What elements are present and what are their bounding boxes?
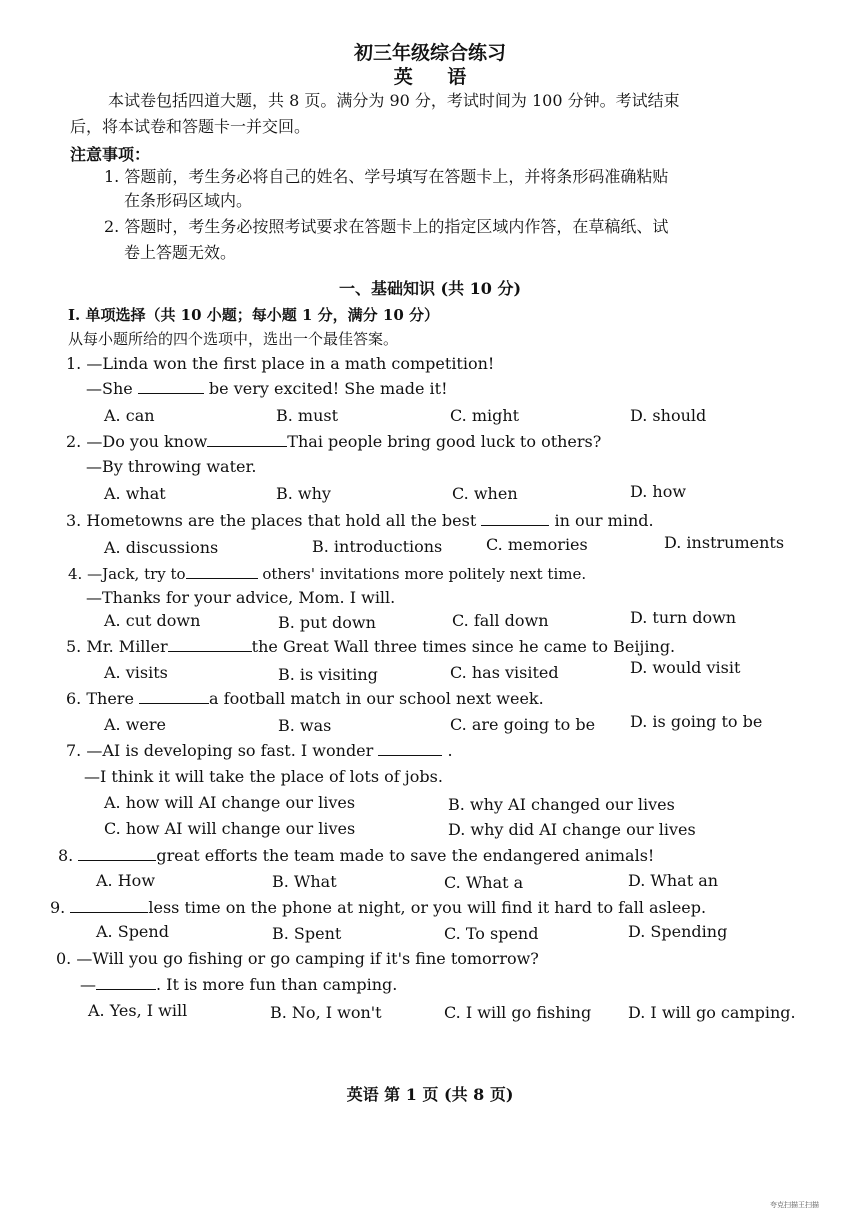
question-5: 5. Mr. Miller the Great Wall three times since he came to Beijing. bbox=[66, 637, 676, 656]
answer-blank bbox=[378, 741, 442, 756]
answer-blank bbox=[207, 432, 287, 447]
q8-option-c: C. What a bbox=[444, 873, 524, 892]
intro-line-1: 本试卷包括四道大题，共 8 页。满分为 90 分，考试时间为 100 分钟。考试结束 bbox=[108, 91, 680, 110]
question-3: 3. Hometowns are the places that hold all the best in our mind. bbox=[66, 511, 654, 530]
q2-option-c: C. when bbox=[452, 484, 518, 503]
q5-option-a: A. visits bbox=[104, 663, 168, 682]
question-2: 2. —Do you know Thai people bring good luck to others? bbox=[66, 432, 602, 451]
q6-option-d: D. is going to be bbox=[630, 712, 763, 731]
exam-title: 初三年级综合练习 bbox=[353, 42, 506, 64]
q1-option-b: B. must bbox=[276, 406, 339, 425]
q4-option-d: D. turn down bbox=[630, 608, 737, 627]
question-6: 6. There a football match in our school next week. bbox=[66, 689, 544, 708]
question-1: 1. —Linda won the first place in a math competition! bbox=[66, 354, 495, 373]
answer-blank bbox=[186, 564, 258, 579]
answer-blank bbox=[168, 637, 252, 652]
note-2-line-1: 2. 答题时，考生务必按照考试要求在答题卡上的指定区域内作答，在草稿纸、试 bbox=[104, 217, 669, 236]
q8-option-a: A. How bbox=[96, 871, 156, 890]
question-9: 9. less time on the phone at night, or you will find it hard to fall asleep. bbox=[50, 898, 707, 917]
q10-option-b: B. No, I won't bbox=[270, 1003, 382, 1022]
question-10: 0. —Will you go fishing or go camping if it's fine tomorrow? bbox=[56, 949, 539, 968]
part-instruction: 从每小题所给的四个选项中，选出一个最佳答案。 bbox=[68, 330, 399, 348]
question-4: 4. —Jack, try to others' invitations more politely next time. bbox=[68, 565, 587, 583]
q3-option-a: A. discussions bbox=[104, 538, 219, 557]
q6-option-c: C. are going to be bbox=[450, 715, 596, 734]
question-10-line-2: — . It is more fun than camping. bbox=[80, 975, 398, 994]
q2-option-a: A. what bbox=[104, 484, 166, 503]
answer-blank bbox=[481, 511, 549, 526]
q4-option-c: C. fall down bbox=[452, 611, 549, 630]
note-1-line-2: 在条形码区域内。 bbox=[124, 191, 253, 210]
question-7: 7. —AI is developing so fast. I wonder . bbox=[66, 741, 453, 760]
q9-option-d: D. Spending bbox=[628, 922, 728, 941]
scanner-watermark: 夸克扫描王扫描 bbox=[770, 1201, 819, 1209]
q7-option-a: A. how will AI change our lives bbox=[104, 793, 356, 812]
q7-option-b: B. why AI changed our lives bbox=[448, 795, 675, 814]
q1-option-a: A. can bbox=[104, 406, 155, 425]
answer-blank bbox=[78, 846, 156, 861]
section-title: 一、基础知识 (共 10 分) bbox=[338, 279, 522, 298]
q2-option-d: D. how bbox=[630, 482, 687, 501]
q6-option-a: A. were bbox=[104, 715, 167, 734]
q10-option-c: C. I will go fishing bbox=[444, 1003, 592, 1022]
q7-option-d: D. why did AI change our lives bbox=[448, 820, 696, 839]
note-1-line-1: 1. 答题前，考生务必将自己的姓名、学号填写在答题卡上，并将条形码准确粘贴 bbox=[104, 167, 669, 186]
note-2-line-2: 卷上答题无效。 bbox=[124, 243, 237, 262]
exam-subject: 英 语 bbox=[393, 66, 481, 88]
q3-option-d: D. instruments bbox=[664, 533, 785, 552]
q5-option-b: B. is visiting bbox=[278, 665, 378, 684]
question-1-line-2: —She be very excited! She made it! bbox=[86, 379, 448, 398]
q7-option-c: C. how AI will change our lives bbox=[104, 819, 356, 838]
page-footer: 英语 第 1 页 (共 8 页) bbox=[346, 1085, 514, 1104]
q2-option-b: B. why bbox=[276, 484, 331, 503]
q8-option-d: D. What an bbox=[628, 871, 719, 890]
answer-blank bbox=[138, 379, 204, 394]
q4-option-b: B. put down bbox=[278, 613, 376, 632]
answer-blank bbox=[70, 898, 148, 913]
question-4-line-2: —Thanks for your advice, Mom. I will. bbox=[86, 588, 396, 607]
question-7-line-2: —I think it will take the place of lots of jobs. bbox=[84, 767, 443, 786]
q10-option-d: D. I will go camping. bbox=[628, 1003, 796, 1022]
q6-option-b: B. was bbox=[278, 716, 332, 735]
q1-option-c: C. might bbox=[450, 406, 520, 425]
notes-heading: 注意事项： bbox=[70, 145, 151, 164]
q3-option-c: C. memories bbox=[486, 535, 588, 554]
part-title: Ⅰ. 单项选择（共 10 小题；每小题 1 分，满分 10 分） bbox=[68, 306, 439, 324]
q3-option-b: B. introductions bbox=[312, 537, 443, 556]
q8-option-b: B. What bbox=[272, 872, 337, 891]
q9-option-b: B. Spent bbox=[272, 924, 342, 943]
q1-option-d: D. should bbox=[630, 406, 707, 425]
answer-blank bbox=[139, 689, 209, 704]
answer-blank bbox=[96, 975, 156, 990]
q9-option-a: A. Spend bbox=[96, 922, 169, 941]
intro-line-2: 后，将本试卷和答题卡一并交回。 bbox=[70, 117, 311, 136]
q10-option-a: A. Yes, I will bbox=[88, 1001, 188, 1020]
question-8: 8. great efforts the team made to save the endangered animals! bbox=[58, 846, 655, 865]
q5-option-c: C. has visited bbox=[450, 663, 559, 682]
q5-option-d: D. would visit bbox=[630, 658, 741, 677]
question-2-line-2: —By throwing water. bbox=[86, 457, 257, 476]
q9-option-c: C. To spend bbox=[444, 924, 539, 943]
q4-option-a: A. cut down bbox=[104, 611, 201, 630]
